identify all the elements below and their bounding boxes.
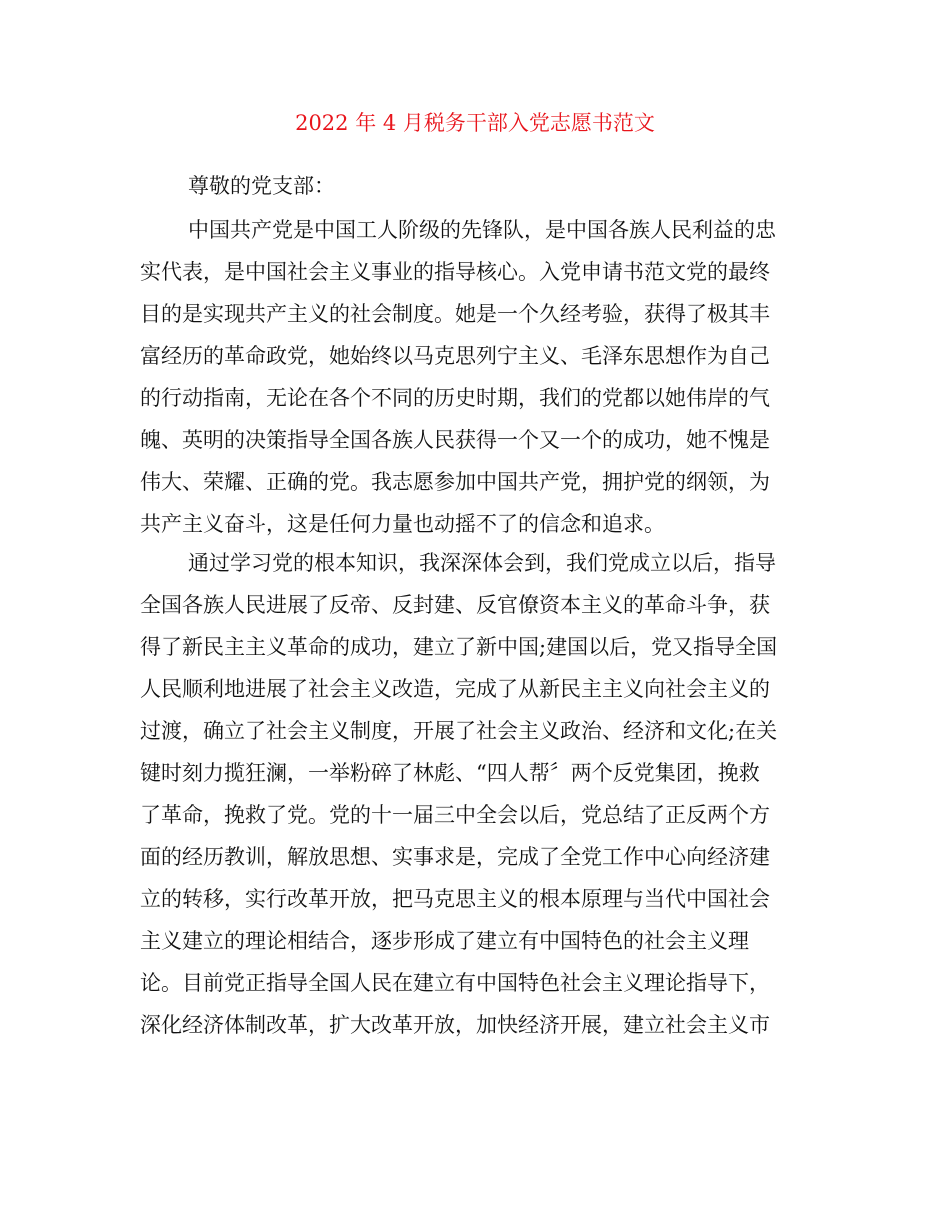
paragraph-line: 过渡，确立了社会主义制度，开展了社会主义政治、经济和文化;在关 xyxy=(140,719,778,743)
paragraph-line: 富经历的革命政党，她始终以马克思列宁主义、毛泽东思想作为自己 xyxy=(140,344,770,368)
paragraph-line: 论。目前党正指导全国人民在建立有中国特色社会主义理论指导下， xyxy=(140,971,770,995)
paragraph-line: 了革命，挽救了党。党的十一届三中全会以后，党总结了正反两个方 xyxy=(140,803,770,827)
paragraph-line: 立的转移，实行改革开放，把马克思主义的根本原理与当代中国社会 xyxy=(140,887,770,911)
paragraph-line: 通过学习党的根本知识，我深深体会到，我们党成立以后，指导 xyxy=(188,551,776,575)
paragraph-line: 伟大、荣耀、正确的党。我志愿参加中国共产党，拥护党的纲领，为 xyxy=(140,470,770,494)
paragraph-line: 魄、英明的决策指导全国各族人民获得一个又一个的成功，她不愧是 xyxy=(140,428,770,452)
paragraph-line: 目的是实现共产主义的社会制度。她是一个久经考验，获得了极其丰 xyxy=(140,302,770,326)
paragraph-line: 中国共产党是中国工人阶级的先锋队，是中国各族人民利益的忠 xyxy=(188,218,776,242)
document-title: 2022 年 4 月税务干部入党志愿书范文 xyxy=(295,111,655,135)
paragraph-line: 全国各族人民进展了反帝、反封建、反官僚资本主义的革命斗争，获 xyxy=(140,593,770,617)
paragraph-line: 的行动指南，无论在各个不同的历史时期，我们的党都以她伟岸的气 xyxy=(140,386,770,410)
paragraph-line: 实代表，是中国社会主义事业的指导核心。入党申请书范文党的最终 xyxy=(140,260,770,284)
paragraph-line: 共产主义奋斗，这是任何力量也动摇不了的信念和追求。 xyxy=(140,512,665,536)
paragraph-line: 主义建立的理论相结合，逐步形成了建立有中国特色的社会主义理 xyxy=(140,929,749,953)
paragraph-line: 得了新民主主义革命的成功，建立了新中国;建国以后，党又指导全国 xyxy=(140,635,778,659)
paragraph-line: 键时刻力揽狂澜，一举粉碎了林彪、“四人帮〞两个反党集团，挽救 xyxy=(140,761,760,785)
paragraph-line: 人民顺利地进展了社会主义改造，完成了从新民主主义向社会主义的 xyxy=(140,677,770,701)
paragraph-line: 深化经济体制改革，扩大改革开放，加快经济开展，建立社会主义市 xyxy=(140,1013,770,1037)
salutation: 尊敬的党支部： xyxy=(188,174,335,198)
paragraph-line: 面的经历教训，解放思想、实事求是，完成了全党工作中心向经济建 xyxy=(140,845,770,869)
